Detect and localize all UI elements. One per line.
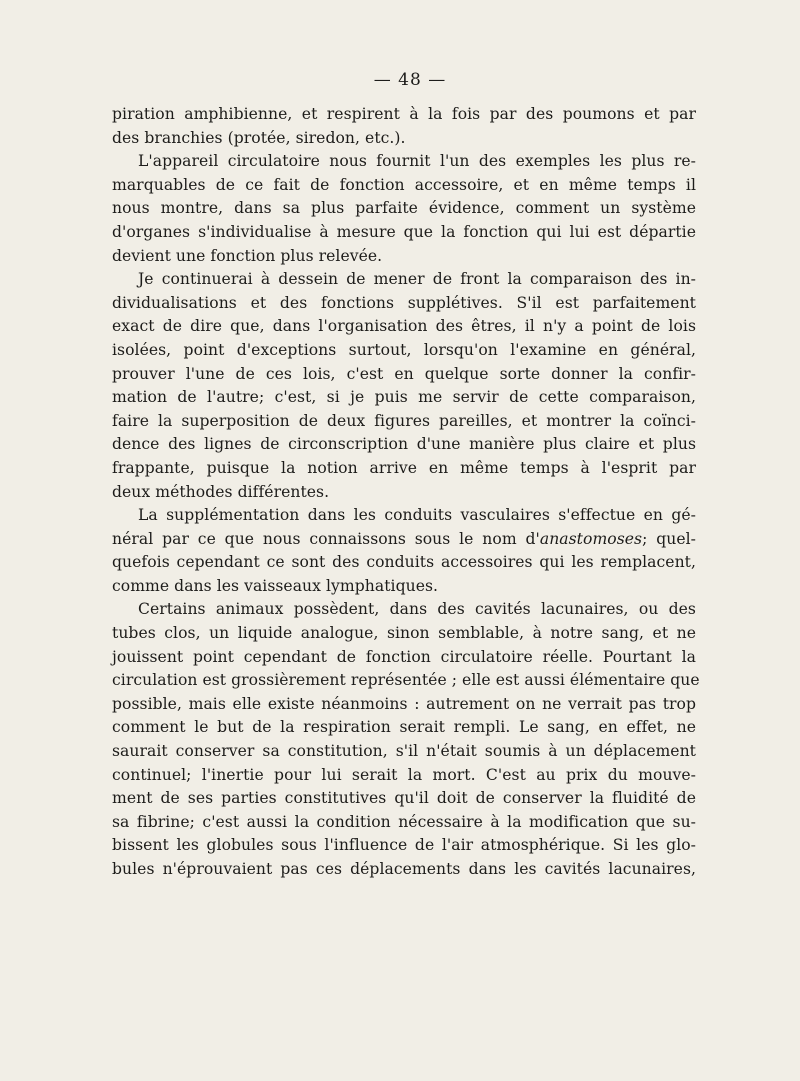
- text-line: isolées, point d'exceptions surtout, lorsqu'on l'examine en général,: [112, 340, 696, 359]
- text-line: dence des lignes de circonscription d'une manière plus claire et plus: [112, 435, 696, 454]
- text-line: dividualisations et des fonctions supplétives. S'il est parfaitement: [112, 293, 696, 312]
- text-fragment: ; quel-: [642, 529, 696, 548]
- text-line: La supplémentation dans les conduits vasculaires s'effectue en gé-: [138, 506, 696, 525]
- text-line: continuel; l'inertie pour lui serait la mort. C'est au prix du mouve-: [112, 765, 696, 784]
- text-line: prouver l'une de ces lois, c'est en quelque sorte donner la confir-: [112, 364, 696, 383]
- text-line: marquables de ce fait de fonction accessoire, et en même temps il: [112, 175, 696, 194]
- text-line: sa fibrine; c'est aussi la condition nécessaire à la modification que su-: [112, 812, 696, 831]
- page-number: — 48 —: [373, 70, 447, 90]
- body-text: [112, 103, 700, 882]
- text-line: quefois cependant ce sont des conduits accessoires qui les remplacent,: [112, 553, 696, 572]
- text-line: comment le but de la respiration serait rempli. Le sang, en effet, ne: [112, 718, 696, 737]
- text-line: L'appareil circulatoire nous fournit l'un des exemples les plus re-: [138, 152, 696, 171]
- text-line: mation de l'autre; c'est, si je puis me servir de cette comparaison,: [112, 388, 696, 407]
- text-line: bules n'éprouvaient pas ces déplacements dans les cavités lacunaires,: [112, 860, 696, 878]
- text-line: piration amphibienne, et respirent à la fois par des poumons et par: [112, 105, 696, 123]
- text-line: deux méthodes différentes.: [112, 482, 330, 501]
- text-line: nous montre, dans sa plus parfaite évidence, comment un système: [112, 199, 696, 218]
- text-line: d'organes s'individualise à mesure que la fonction qui lui est départie: [112, 222, 696, 241]
- text-line: saurait conserver sa constitution, s'il n'était soumis à un déplacement: [112, 742, 696, 761]
- text-line: bissent les globules sous l'influence de l'air atmosphérique. Si les glo-: [112, 836, 696, 855]
- text-line: [112, 528, 696, 552]
- italic-term: anastomoses: [539, 529, 643, 548]
- text-line: frappante, puisque la notion arrive en même temps à l'esprit par: [112, 458, 696, 477]
- text-fragment: néral par ce que nous connaissons sous le nom d': [112, 529, 540, 548]
- text-line: devient une fonction plus relevée.: [112, 246, 383, 265]
- text-line: jouissent point cependant de fonction circulatoire réelle. Pourtant la: [112, 647, 696, 666]
- text-line: circulation est grossièrement représentée ; elle est aussi élémentaire que: [112, 671, 700, 690]
- text-line: des branchies (protée, siredon, etc.).: [112, 128, 406, 147]
- text-line: possible, mais elle existe néanmoins : autrement on ne verrait pas trop: [112, 694, 696, 713]
- text-line: ment de ses parties constitutives qu'il doit de conserver la fluidité de: [112, 789, 696, 808]
- text-line: comme dans les vaisseaux lymphatiques.: [112, 576, 439, 595]
- text-line: Je continuerai à dessein de mener de front la comparaison des in-: [138, 270, 696, 289]
- text-line: faire la superposition de deux figures pareilles, et montrer la coïnci-: [112, 411, 696, 430]
- text-line: tubes clos, un liquide analogue, sinon semblable, à notre sang, et ne: [112, 624, 696, 643]
- text-line: Certains animaux possèdent, dans des cavités lacunaires, ou des: [138, 600, 696, 619]
- text-line: exact de dire que, dans l'organisation des êtres, il n'y a point de lois: [112, 317, 696, 336]
